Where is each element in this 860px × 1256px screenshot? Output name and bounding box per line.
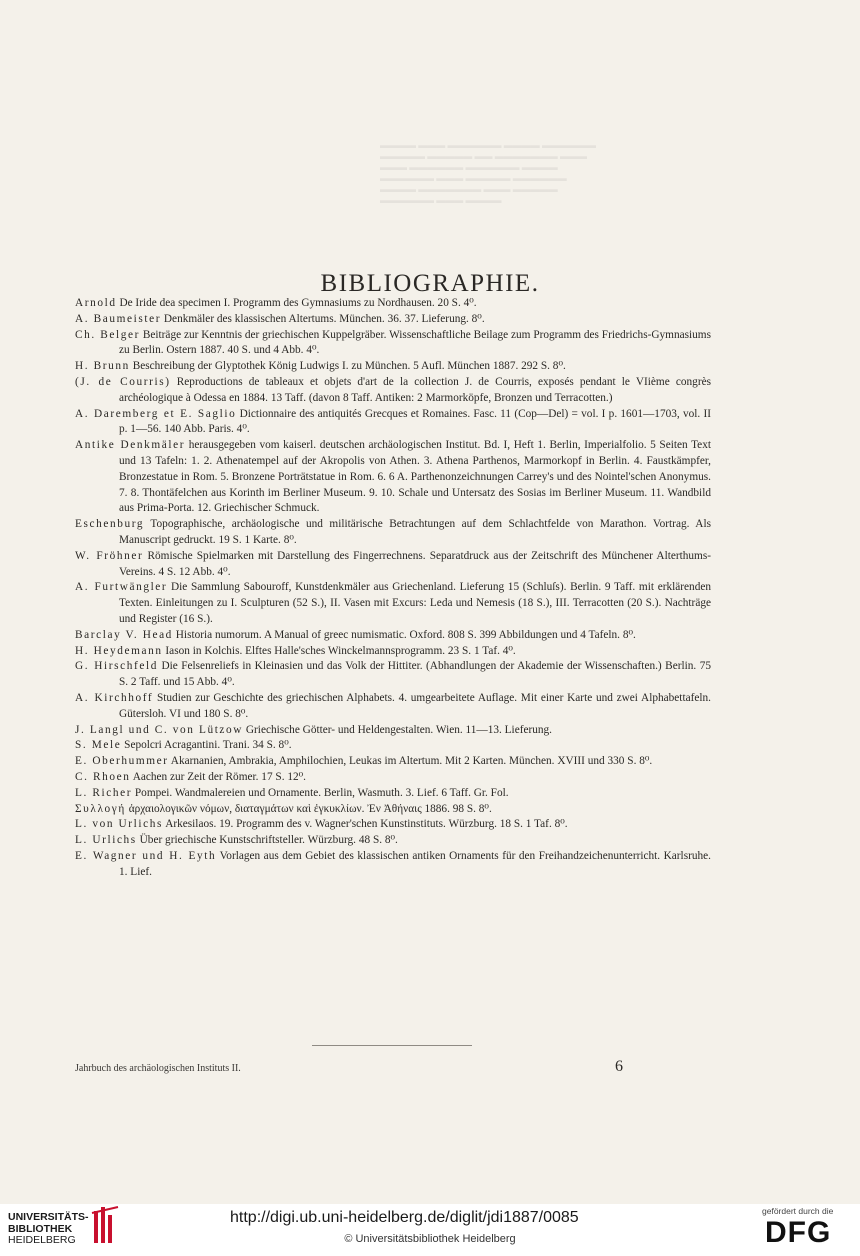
bibliography-entry [75, 438, 711, 517]
entry-author: Antike Denkmäler [75, 439, 186, 452]
entry-text: Griechische Götter- und Heldengestalten. Wien. 11—13. Lieferung. [245, 723, 553, 736]
bibliography-entry [75, 359, 711, 375]
entry-author: J. Langl und C. von Lützow [75, 723, 244, 736]
page-title: BIBLIOGRAPHIE. [320, 270, 540, 297]
entry-text: Die Felsenreliefs in Kleinasien und das Volk der Hittiter. (Abhandlungen der Akademie der Wissenschaften.) Berlin. 75 S. 2 Taff. und 15 Abb. 4⁰. [119, 660, 711, 689]
dfg-logo[interactable]: DFG [765, 1216, 832, 1249]
bibliography-entry [75, 644, 711, 660]
entry-author: C. Rhoen [75, 770, 131, 783]
bibliography-entry [75, 517, 711, 549]
entry-text: Reproductions de tableaux et objets d'art de la collection J. de Courris, exposés pendant le VIième congrès archéologique à Odessa en 1884. 13 Taff. (davon 8 Taff. Antiken: 2 Marmorköpfe, Bronzen und Terracotten.) [119, 375, 712, 404]
bibliography-entry [75, 659, 711, 691]
entry-text: Über griechische Kunstschriftsteller. Würzburg. 48 S. 8⁰. [139, 834, 398, 847]
bibliography-entry [75, 328, 711, 360]
entry-text: Die Sammlung Sabouroff, Kunstdenkmäler aus Griechenland. Lieferung 15 (Schluſs). Berlin. 9 Taff. mit erklärenden Texten. Einleitungen zu I. Sculpturen (52 S.), II. Vasen mit Excurs: Leda und Nemesis (18 S.), III. Terracotten (20 S.). Nachträge und Register (16 S.). [119, 581, 712, 625]
entry-text: Dictionnaire des antiquités Grecques et Romaines. Fasc. 11 (Cop—Del) = vol. I p. 1601—1703, vol. II p. 1—56. 140 Abb. Paris. 4⁰. [119, 407, 712, 436]
entry-author: E. Oberhummer [75, 755, 169, 768]
entry-author: L. Urlichs [75, 834, 137, 847]
bibliography-entry [75, 549, 711, 581]
bibliography-entry [75, 833, 711, 849]
entry-text: Iason in Kolchis. Elftes Halle'sches Winckelmannsprogramm. 23 S. 1 Taf. 4⁰. [165, 644, 516, 657]
bibliography-list [75, 296, 711, 880]
entry-text: De Iride dea specimen I. Programm des Gymnasiums zu Nordhausen. 20 S. 4⁰. [119, 297, 477, 309]
bibliography-entry [75, 407, 711, 439]
bibliography-entry [75, 312, 711, 328]
entry-text: herausgegeben vom kaiserl. deutschen archäologischen Institut. Bd. I, Heft 1. Berlin, Imperialfolio. 5 Seiten Text und 13 Tafeln: 1. 2. Athenatempel auf der Akropolis von Athen. 3. Athena Parthenos, Marmorkopf in Berlin. 4. Faustkämpfer, Bronzestatue in Rom. 5. Bronzene Porträtstatue in Rom. 6. 6 A. Parthenonzeichnungen Carrey's und des Nointel'schen Anonymus. 7. 8. Thontäfelchen aus Korinth im Berliner Museum. 9. 10. Schale und Untersatz des Sosias im Berliner Museum. 11. Wandbild aus Prima-Porta. 12. Griechischer Schmuck. [119, 439, 711, 515]
entry-author: G. Hirschfeld [75, 660, 158, 673]
footer-divider [312, 1045, 472, 1046]
page-number: 6 [615, 1058, 623, 1075]
entry-text: Denkmäler des klassischen Altertums. München. 36. 37. Lieferung. 8⁰. [163, 312, 485, 325]
bibliography-entry [75, 849, 711, 881]
entry-author: (J. de Courris) [75, 375, 171, 388]
funding-caption: gefördert durch die [762, 1206, 834, 1216]
bibliography-entry [75, 691, 711, 723]
entry-text: ἀρχαιολογικῶν νόμων, διαταγμάτων καὶ ἐγκυκλίων. Ἐν Ἀθήναις 1886. 98 S. 8⁰. [128, 802, 492, 815]
entry-author: W. Fröhner [75, 549, 144, 562]
entry-author: Barclay V. Head [75, 628, 173, 641]
entry-author: E. Wagner und H. Eyth [75, 849, 217, 862]
entry-text: Studien zur Geschichte des griechischen Alphabets. 4. umgearbeitete Auflage. Mit einer Karte und zwei Alphabettafeln. Gütersloh. VI und 180 S. 8⁰. [119, 691, 711, 720]
entry-author: A. Baumeister [75, 312, 162, 325]
permalink[interactable]: http://digi.ub.uni-heidelberg.de/diglit/jdi1887/0085 [230, 1209, 579, 1226]
bibliography-entry [75, 786, 711, 802]
library-name-line1: UNIVERSITÄTS- [8, 1211, 89, 1223]
entry-author: A. Daremberg et E. Saglio [75, 407, 237, 420]
bibliography-entry [75, 375, 711, 407]
running-footer: Jahrbuch des archäologischen Instituts II. [75, 1063, 241, 1074]
entry-text: Sepolcri Acragantini. Trani. 34 S. 8⁰. [124, 739, 292, 752]
entry-author: Ch. Belger [75, 328, 140, 341]
entry-text: Römische Spielmarken mit Darstellung des Fingerrechnens. Separatdruck aus der Zeitschrift des Münchener Alterthums-Vereins. 4 S. 12 Abb. 4⁰. [119, 549, 712, 578]
entry-author: Arnold [75, 297, 117, 309]
entry-text: Historia numorum. A Manual of greec numismatic. Oxford. 808 S. 399 Abbildungen und 4 Tafeln. 8⁰. [175, 628, 636, 641]
show-through-text: ▬▬▬▬ ▬▬▬ ▬▬▬▬▬▬ ▬▬▬▬ ▬▬▬▬▬▬ ▬▬▬▬▬ ▬▬▬▬▬ ▬▬ ▬▬▬▬▬▬▬ ▬▬▬ ▬▬▬ ▬▬▬▬▬▬ ▬▬▬▬▬▬ ▬▬▬▬ ▬▬▬▬▬▬ ▬▬▬ ▬▬▬▬▬ ▬▬▬▬▬▬ ▬▬▬▬ ▬▬▬▬▬▬▬ ▬▬▬ ▬▬▬▬▬ ▬▬▬▬▬▬ ▬▬▬ ▬▬▬▬ [380, 140, 596, 205]
entry-author: H. Brunn [75, 360, 130, 373]
entry-author: S. Mele [75, 739, 122, 752]
entry-text: Beschreibung der Glyptothek König Ludwigs I. zu München. 5 Aufl. München 1887. 292 S. 8⁰. [132, 360, 566, 373]
entry-author: A. Furtwängler [75, 581, 168, 594]
entry-text: Topographische, archäologische und militärische Betrachtungen auf dem Schlachtfelde von Marathon. Vortrag. Als Manuscript gedruckt. 19 S. 1 Karte. 8⁰. [119, 518, 711, 546]
entry-text: Pompei. Wandmalereien und Ornamente. Berlin, Wasmuth. 3. Lief. 6 Taff. Gr. Fol. [134, 786, 509, 799]
entry-author: A. Kirchhoff [75, 691, 154, 704]
entry-text: Beiträge zur Kenntnis der griechischen Kuppelgräber. Wissenschaftliche Beilage zum Programm des Friedrichs-Gymnasiums zu Berlin. Ostern 1887. 40 S. und 4 Abb. 4⁰. [119, 328, 711, 357]
library-name-line2: BIBLIOTHEK [8, 1222, 73, 1235]
entry-text: Vorlagen aus dem Gebiet des klassischen antiken Ornaments für den Freihandzeichenunterricht. Karlsruhe. 1. Lief. [119, 849, 711, 878]
entry-author: H. Heydemann [75, 644, 163, 657]
bibliography-entry [75, 296, 711, 312]
bibliography-entry [75, 770, 711, 786]
bibliography-entry [75, 580, 711, 627]
entry-author: L. von Urlichs [75, 818, 163, 831]
bibliography-entry [75, 723, 711, 739]
entry-text: Akarnanien, Ambrakia, Amphilochien, Leukas im Altertum. Mit 2 Karten. München. XVIII und 330 S. 8⁰. [170, 755, 653, 768]
bibliography-entry [75, 802, 711, 818]
entry-author: Eschenburg [75, 518, 145, 531]
entry-author: Συλλογή [75, 802, 126, 815]
bibliography-entry [75, 738, 711, 754]
bibliography-entry [75, 628, 711, 644]
bibliography-entry [75, 817, 711, 833]
copyright-notice: © Universitätsbibliothek Heidelberg [344, 1233, 516, 1245]
entry-text: Aachen zur Zeit der Römer. 17 S. 12⁰. [132, 770, 306, 783]
entry-text: Arkesilaos. 19. Programm des v. Wagner'schen Kunstinstituts. Würzburg. 18 S. 1 Taf. 8⁰. [165, 818, 568, 831]
bibliography-entry [75, 754, 711, 770]
library-name-line3: HEIDELBERG [8, 1234, 76, 1246]
entry-author: L. Richer [75, 786, 133, 799]
